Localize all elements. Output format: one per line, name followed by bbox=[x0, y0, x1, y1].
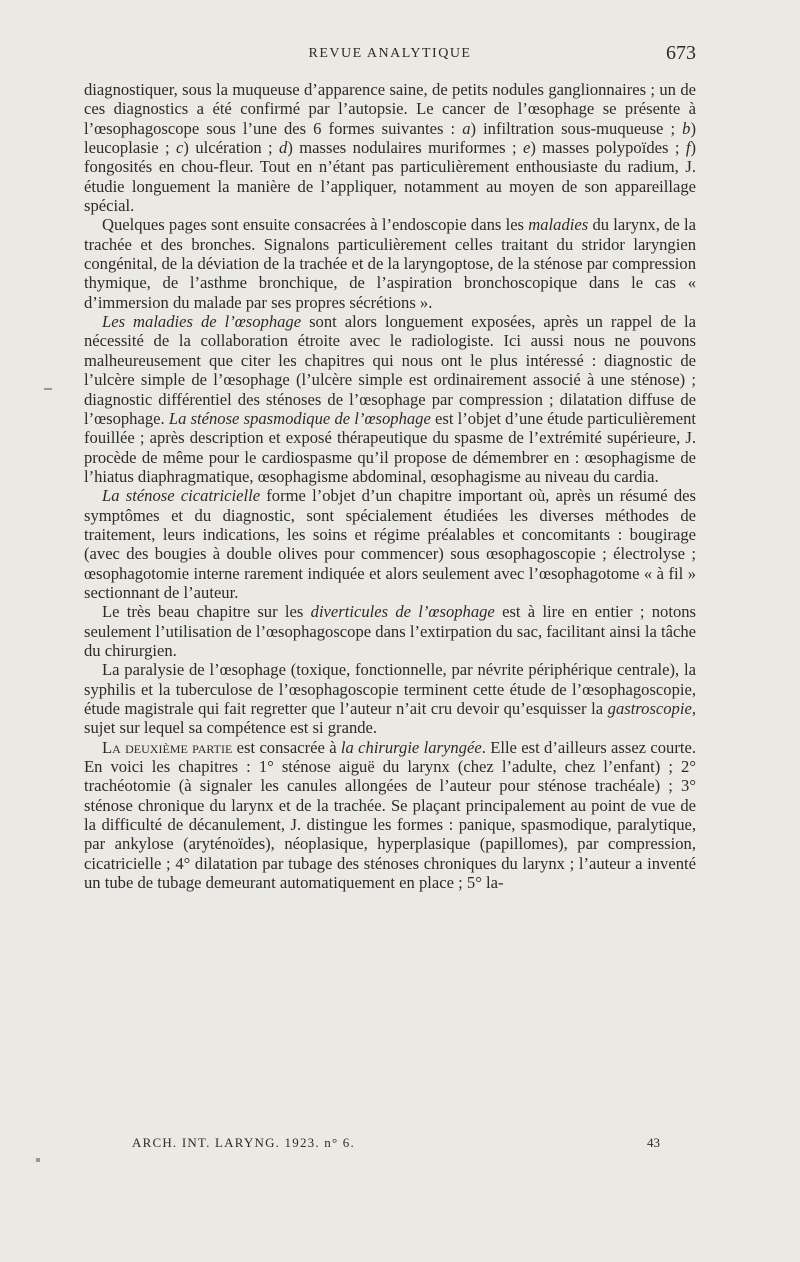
paragraph bbox=[84, 312, 696, 486]
text-run: ) leucoplasie ; bbox=[84, 118, 696, 158]
text-run: ) infiltration sous-muqueuse ; bbox=[470, 118, 683, 138]
paragraph bbox=[84, 486, 696, 602]
text-run: Quelques pages sont ensuite consacrées à l’endoscopie dans les bbox=[102, 215, 529, 235]
italic-run: b bbox=[682, 118, 691, 138]
running-head bbox=[84, 42, 696, 66]
text-run: . Elle est d’ailleurs assez courte. En voici les chapitres : 1° sténose aiguë du larynx (chez l’adulte, chez l’enfant) ; 2° trachéotomie (à signaler les canules allongées de l’auteur pour sténose trachéale) ; 3° sténose chronique du larynx et de la trachée. Se plaçant principalement au point de vue de la difficulté de décanulement, J. distingue les formes : panique, spasmodique, paralytique, par ankylose (aryténoïdes), néoplasique, hyperplasique (papillomes), par compression, cicatricielle ; 4° dilatation par tubage des sténoses chroniques du larynx ; l’auteur a inventé un tube de tubage demeurant automatiquement en place ; 5° la- bbox=[84, 737, 696, 893]
italic-run: la chirurgie laryngée bbox=[340, 737, 482, 757]
text-run: La paralysie de l’œsophage (toxique, fonctionnelle, par névrite périphérique centrale), la syphilis et la tuberculose de l’œsophagoscopie terminent cette étude de l’œsophagoscopie, étude magistrale qui fait regretter que l’auteur n’ait cru devoir qu’esquisser la bbox=[84, 660, 696, 718]
text-run: Le très beau chapitre sur les bbox=[102, 602, 311, 622]
italic-run: e bbox=[522, 138, 531, 158]
italic-run: gastroscopie bbox=[607, 699, 692, 718]
text-run: , sujet sur lequel sa compétence est si grande. bbox=[84, 699, 696, 738]
text-run: ) ulcération ; bbox=[183, 138, 280, 158]
text-run: sont alors longuement exposées, après un rappel de la nécessité de la collaboration étroite avec le radiologiste. Ici aussi nous ne pouvons malheureusement que citer les chapitres qui nous ont le plus intéressé : diagnostic de l’ulcère simple de l’œsophage (l’ulcère simple est ordinairement associé à une sténose) ; diagnostic différentiel des sténoses de l’œsophage par compression ; dilatation diffuse de l’œsophage. bbox=[84, 312, 696, 428]
paragraph bbox=[84, 80, 696, 215]
text-run: est à lire en entier ; notons seulement l’utilisation de l’œsophagoscope dans l’extirpation du sac, facilitant ainsi la tâche du chirurgien. bbox=[84, 602, 696, 660]
margin-speck bbox=[36, 1158, 40, 1162]
paragraph bbox=[84, 738, 696, 893]
italic-run: maladies bbox=[528, 215, 589, 235]
italic-run: d bbox=[279, 138, 288, 158]
paragraph bbox=[84, 660, 696, 737]
page-footer bbox=[132, 1135, 660, 1155]
text-run: est consacrée à bbox=[232, 737, 341, 757]
small-caps-run: La deuxième partie bbox=[102, 737, 233, 757]
italic-run: f bbox=[685, 138, 691, 158]
italic-run: c bbox=[176, 138, 184, 158]
signature-mark: 43 bbox=[647, 1135, 660, 1150]
text-run: ) masses polypoïdes ; bbox=[530, 138, 686, 158]
running-title: REVUE ANALYTIQUE bbox=[308, 46, 472, 61]
italic-run: La sténose spasmodique de l’œsophage bbox=[168, 408, 431, 428]
text-run: ) fongosités en chou-fleur. Tout en n’étant pas particulièrement enthousiaste du radium, J. étudie longuement la manière de l’appliquer, notamment au moyen de son appareillage spécial. bbox=[84, 138, 696, 216]
italic-run: Les maladies de l’œsophage bbox=[102, 312, 302, 332]
text-run: est l’objet d’une étude particulièrement fouillée ; après description et exposé thérapeutique du spasme de l’extrémité supérieure, J. procède de même pour le cardiospasme qu’il propose de démembrer en : œsophagisme de l’hiatus diaphragmatique, œsophagisme abdominal, œsophagisme au niveau du cardia. bbox=[84, 408, 696, 486]
text-run: diagnostiquer, sous la muqueuse d’apparence saine, de petits nodules ganglionnaires ; un de ces diagnostics a été confirmé par l’autopsie. Le cancer de l’œsophage se présente à l’œsophagoscope sous l’une des 6 formes suivantes : bbox=[84, 80, 696, 138]
page-number: 673 bbox=[666, 42, 696, 64]
body-text bbox=[84, 80, 696, 892]
italic-run: a bbox=[462, 118, 471, 138]
text-run: ) masses nodulaires muriformes ; bbox=[287, 138, 523, 158]
italic-run: La sténose cicatricielle bbox=[102, 486, 261, 506]
paragraph bbox=[84, 602, 696, 660]
journal-reference: ARCH. INT. LARYNG. 1923. n° 6. bbox=[132, 1135, 355, 1150]
text-run: forme l’objet d’un chapitre important où, après un résumé des symptômes et du diagnostic, sont spécialement étudiées les diverses méthodes de traitement, leurs indications, les soins et régime préalables et concomitants : bougirage (avec des bougies à double olives pour commencer) sous œsophagoscopie ; électrolyse ; œsophagotomie interne rarement indiquée et alors seulement avec l’œsophagotome « à fil » sectionnant de l’auteur. bbox=[84, 486, 696, 602]
paragraph bbox=[84, 215, 696, 312]
italic-run: diverticules de l’œsophage bbox=[310, 602, 495, 622]
margin-speck bbox=[44, 388, 52, 390]
text-run: du larynx, de la trachée et des bronches. Signalons particulièrement celles traitant du stridor laryngien congénital, de la déviation de la trachée et de la laryngoptose, de la sténose par compression thymique, de l’asthme bronchique, de l’aspiration bronchoscopique dans le cas « d’immersion du malade par ses propres sécrétions ». bbox=[84, 215, 696, 312]
